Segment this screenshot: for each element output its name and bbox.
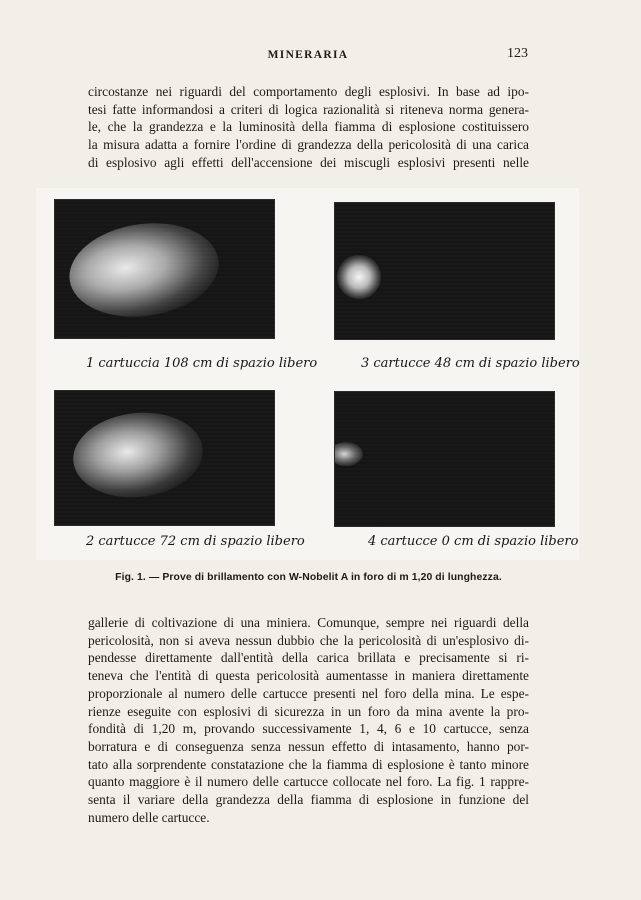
text-line: circostanze nei riguardi del comportamento degli esplosivi. In base ad ipo- xyxy=(88,84,529,99)
text-line: la misura adatta a fornire l'ordine di grandezza della pericolosità di una carica xyxy=(88,137,529,153)
paragraph-bottom xyxy=(88,614,529,826)
paragraph-top xyxy=(88,83,529,172)
text-line: rienze eseguite con esplosivi di sicurezza in un foro da mina avente la pro- xyxy=(88,703,529,719)
text-line: di esplosivo agli effetti dell'accensione dei miscugli esplosivi presenti nelle xyxy=(88,154,529,170)
flame-glow xyxy=(337,255,381,299)
panel-2-label: 2 cartucce 72 cm di spazio libero xyxy=(86,534,305,549)
photo-panel-1 xyxy=(55,200,274,338)
text-line: tato alla sorprendente constatazione che la fiamma di esplosione è tanto minore xyxy=(88,756,529,772)
text-line: tesi fatte informandosi a criteri di logica razionalità si riteneva norma genera- xyxy=(88,101,529,117)
text-line: pendesse direttamente dall'entità della carica brillata e precisamente si ri- xyxy=(88,650,529,666)
page-header xyxy=(88,46,528,66)
panel-4-label: 4 cartucce 0 cm di spazio libero xyxy=(368,534,579,549)
running-head: MINERARIA xyxy=(267,49,349,61)
text-line: senta il variare della grandezza della fiamma di esplosione in funzione del xyxy=(88,792,529,808)
panel-1-label: 1 cartuccia 108 cm di spazio libero xyxy=(86,356,318,371)
figure-caption: Fig. 1. — Prove di brillamento con W-Nobelit A in foro di m 1,20 di lunghezza. xyxy=(115,572,502,583)
flame-glow xyxy=(335,442,363,466)
text-line: gallerie di coltivazione di una miniera. Comunque, sempre nei riguardi della xyxy=(88,615,529,630)
photo-panel-2 xyxy=(55,391,274,525)
text-line: borratura e di conseguenza senza nessun effetto di intasamento, hanno por- xyxy=(88,738,529,754)
text-line: quanto maggiore è il numero delle cartucce collocate nel foro. La fig. 1 rappre- xyxy=(88,774,529,790)
text-line: numero delle cartucce. xyxy=(88,809,210,825)
photo-panel-4 xyxy=(335,392,554,526)
text-line: le, che la grandezza e la luminosità della fiamma di esplosione costituissero xyxy=(88,119,529,135)
text-line: pericolosità, non si aveva nessun dubbio che la pericolosità di un'esplosivo di- xyxy=(88,632,529,648)
photo-panel-3 xyxy=(335,203,554,339)
flame-glow xyxy=(69,406,207,503)
text-line: teneva che l'entità di questa pericolosità aumentasse in maniera direttamente xyxy=(88,668,529,684)
flame-glow xyxy=(63,214,224,326)
text-line: proporzionale al numero delle cartucce presenti nel foro della mina. Le espe- xyxy=(88,685,529,701)
page-number: 123 xyxy=(507,46,528,61)
figure-1 xyxy=(36,188,579,560)
text-line: fondità di 1,20 m, provando successivamente 1, 4, 6 e 10 cartucce, senza xyxy=(88,721,529,737)
panel-3-label: 3 cartucce 48 cm di spazio libero xyxy=(361,356,580,371)
